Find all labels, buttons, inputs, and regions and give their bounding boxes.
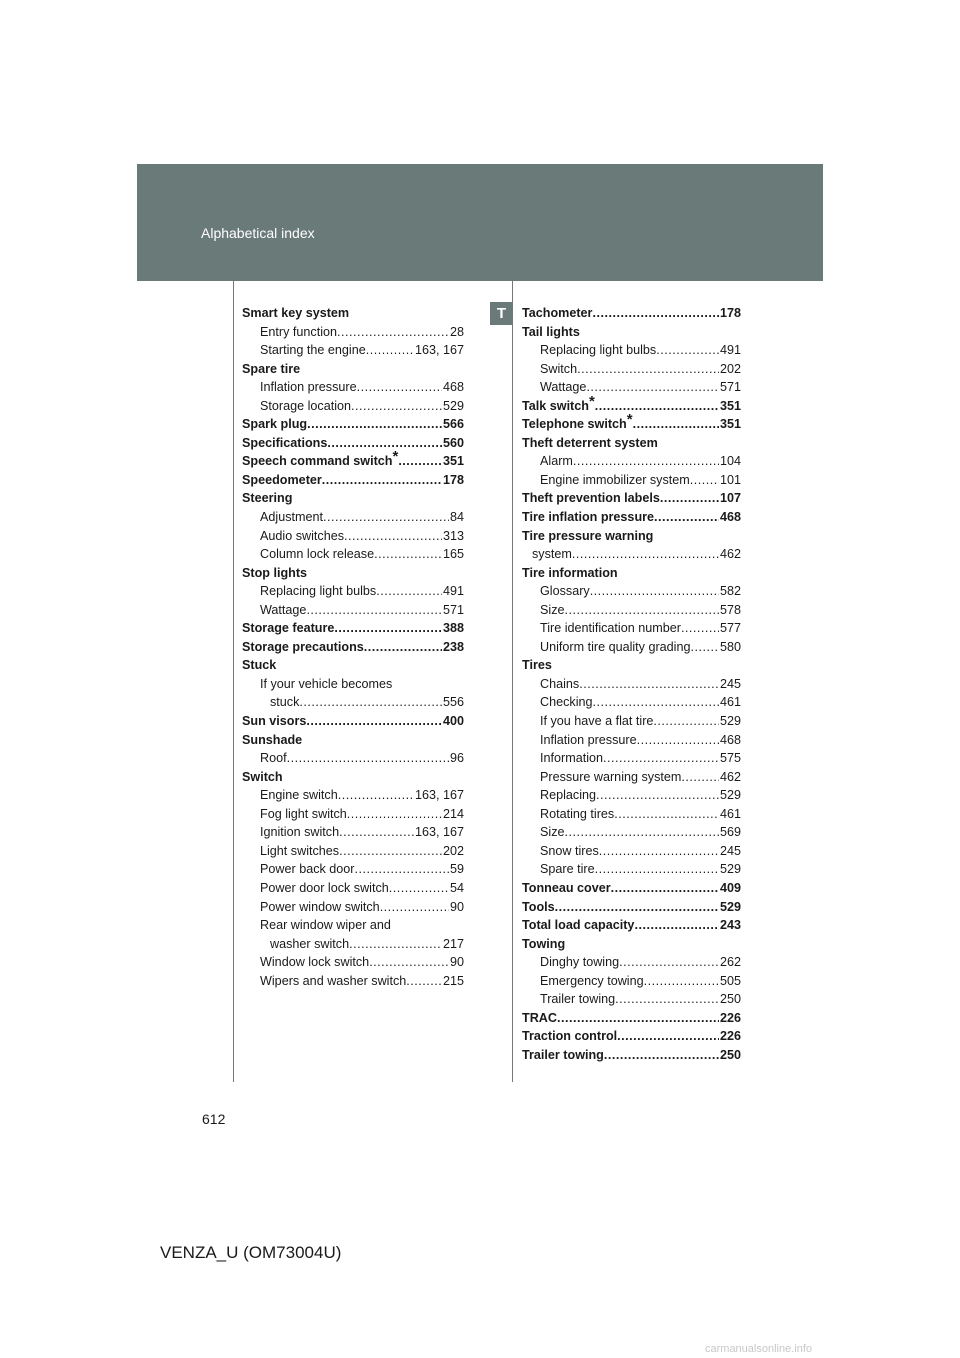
entry-page-ref: 250 — [719, 992, 741, 1007]
index-subentry — [242, 582, 464, 601]
dot-leader — [590, 582, 719, 601]
entry-page-ref: 54 — [449, 880, 464, 895]
index-subentry — [522, 601, 741, 620]
index-subentry — [242, 898, 464, 917]
entry-label: Light switches — [260, 843, 340, 858]
entry-page-ref: 313 — [442, 528, 464, 543]
entry-page-ref: 461 — [719, 806, 741, 821]
entry-page-ref: 226 — [719, 1029, 741, 1044]
dot-leader — [656, 341, 719, 360]
entry-page-ref: 582 — [719, 584, 741, 599]
dot-leader — [339, 823, 414, 842]
entry-label: Replacing light bulbs — [260, 584, 377, 599]
index-subentry — [242, 916, 464, 935]
index-entry — [522, 304, 741, 323]
page-number: 612 — [202, 1111, 226, 1127]
dot-leader — [592, 304, 719, 323]
index-subentry — [522, 749, 741, 768]
entry-label: Talk switch — [522, 398, 589, 413]
index-subentry — [522, 712, 741, 731]
index-subentry — [242, 693, 464, 712]
entry-page-ref: 351 — [719, 417, 741, 432]
entry-label: Uniform tire quality grading — [540, 639, 691, 654]
index-entry — [242, 638, 464, 657]
index-subentry — [242, 508, 464, 527]
entry-label: Tire identification number — [540, 621, 681, 636]
dot-leader — [357, 378, 442, 397]
entry-label: Entry function — [260, 324, 338, 339]
entry-page-ref: 243 — [719, 918, 741, 933]
dot-leader — [644, 972, 719, 991]
entry-page-ref: 461 — [719, 695, 741, 710]
dot-leader — [406, 972, 442, 991]
dot-leader — [557, 1009, 719, 1028]
entry-page-ref: 468 — [719, 732, 741, 747]
entry-page-ref: 163, 167 — [414, 788, 464, 803]
index-entry — [242, 564, 464, 583]
index-entry — [522, 527, 741, 546]
entry-label: Size — [540, 825, 565, 840]
footnote-star: * — [626, 411, 633, 429]
entry-label: Emergency towing — [540, 973, 644, 988]
header-title: Alphabetical index — [201, 225, 315, 241]
entry-label: Pressure warning system — [540, 769, 682, 784]
entry-page-ref: 202 — [719, 361, 741, 376]
dot-leader — [355, 860, 449, 879]
entry-page-ref: 580 — [719, 639, 741, 654]
entry-page-ref: 163, 167 — [414, 343, 464, 358]
dot-leader — [334, 619, 442, 638]
index-entry — [242, 304, 464, 323]
entry-label: Tire information — [522, 565, 618, 580]
dot-leader — [653, 712, 719, 731]
entry-label: Storage location — [260, 398, 352, 413]
index-letter-tab: T — [490, 302, 513, 325]
index-subentry — [242, 842, 464, 861]
index-subentry — [242, 397, 464, 416]
entry-label: Roof — [260, 751, 287, 766]
dot-leader — [614, 805, 719, 824]
dot-leader — [572, 545, 719, 564]
entry-page-ref: 178 — [719, 306, 741, 320]
entry-label: TRAC — [522, 1010, 557, 1025]
entry-page-ref: 529 — [719, 862, 741, 877]
entry-label: Telephone switch — [522, 417, 627, 432]
entry-page-ref: 571 — [719, 380, 741, 395]
entry-page-ref: 556 — [442, 695, 464, 710]
index-subentry — [242, 601, 464, 620]
dot-leader — [634, 916, 719, 935]
entry-label: Tires — [522, 658, 552, 673]
entry-label: Towing — [522, 936, 566, 951]
entry-label: Snow tires — [540, 843, 599, 858]
entry-label: Total load capacity — [522, 918, 635, 933]
dot-leader — [323, 508, 449, 527]
index-subentry — [522, 731, 741, 750]
entry-page-ref: 202 — [442, 843, 464, 858]
entry-label: Spare tire — [242, 361, 301, 376]
dot-leader — [555, 898, 719, 917]
index-subentry — [242, 805, 464, 824]
entry-page-ref: 575 — [719, 751, 741, 766]
dot-leader — [565, 823, 719, 842]
entry-label: Power window switch — [260, 899, 380, 914]
entry-page-ref: 351 — [719, 398, 741, 413]
entry-label: Spark plug — [242, 417, 308, 432]
index-entry — [522, 916, 741, 935]
entry-label: Theft prevention labels — [522, 491, 660, 506]
entry-label: Rear window wiper and — [260, 918, 391, 933]
dot-leader — [349, 935, 442, 954]
entry-label: Trailer towing — [540, 992, 616, 1007]
entry-label: washer switch — [270, 936, 350, 951]
entry-page-ref: 578 — [719, 602, 741, 617]
entry-page-ref: 566 — [442, 417, 464, 432]
entry-label: Sunshade — [242, 732, 303, 747]
dot-leader — [337, 323, 449, 342]
entry-label: stuck — [270, 695, 300, 710]
index-subentry — [522, 693, 741, 712]
entry-page-ref: 90 — [449, 899, 464, 914]
entry-page-ref: 226 — [719, 1010, 741, 1025]
entry-label: If you have a flat tire — [540, 714, 654, 729]
dot-leader — [603, 749, 719, 768]
index-subentry — [522, 860, 741, 879]
entry-page-ref: 250 — [719, 1047, 741, 1062]
entry-label: Replacing — [540, 788, 597, 803]
dot-leader — [577, 360, 719, 379]
dot-leader — [619, 953, 719, 972]
entry-page-ref: 569 — [719, 825, 741, 840]
dot-leader — [380, 898, 449, 917]
index-entry — [242, 448, 464, 471]
index-entry — [522, 489, 741, 508]
index-entry — [522, 879, 741, 898]
entry-label: Tire inflation pressure — [522, 510, 655, 525]
dot-leader — [660, 489, 719, 508]
index-subentry — [522, 619, 741, 638]
index-subentry — [242, 378, 464, 397]
entry-page-ref: 388 — [442, 621, 464, 636]
index-entry — [522, 898, 741, 917]
index-entry — [522, 411, 741, 434]
entry-label: Column lock release — [260, 547, 375, 562]
entry-page-ref: 165 — [442, 547, 464, 562]
entry-page-ref: 468 — [442, 380, 464, 395]
index-column-right — [522, 304, 741, 1064]
entry-label: Steering — [242, 491, 293, 506]
entry-label: Replacing light bulbs — [540, 343, 657, 358]
dot-leader — [573, 452, 719, 471]
dot-leader — [369, 953, 449, 972]
entry-page-ref: 245 — [719, 843, 741, 858]
index-subentry — [242, 935, 464, 954]
entry-label: If your vehicle becomes — [260, 676, 393, 691]
index-subentry — [242, 972, 464, 991]
entry-label: Switch — [540, 361, 578, 376]
dot-leader — [617, 1027, 719, 1046]
entry-page-ref: 90 — [449, 955, 464, 970]
entry-page-ref: 571 — [442, 602, 464, 617]
entry-page-ref: 178 — [442, 472, 464, 487]
entry-page-ref: 96 — [449, 751, 464, 766]
entry-page-ref: 560 — [442, 435, 464, 450]
entry-label: Storage feature — [242, 621, 335, 636]
entry-page-ref: 28 — [449, 324, 464, 339]
index-subentry — [242, 323, 464, 342]
entry-page-ref: 491 — [442, 584, 464, 599]
index-column-left — [242, 304, 464, 990]
index-entry — [242, 731, 464, 750]
entry-label: system — [532, 547, 572, 562]
index-subentry — [522, 675, 741, 694]
column-divider-left — [233, 281, 234, 1082]
column-divider-middle — [512, 281, 513, 1082]
entry-page-ref: 577 — [719, 621, 741, 636]
index-subentry — [522, 638, 741, 657]
entry-label: Ignition switch — [260, 825, 340, 840]
entry-label: Rotating tires — [540, 806, 615, 821]
index-subentry — [242, 879, 464, 898]
entry-page-ref: 101 — [719, 472, 741, 487]
dot-leader — [691, 638, 719, 657]
entry-label: Smart key system — [242, 306, 350, 320]
dot-leader — [344, 527, 442, 546]
dot-leader — [322, 471, 442, 490]
entry-label: Fog light switch — [260, 806, 347, 821]
dot-leader — [299, 693, 442, 712]
index-subentry — [522, 471, 741, 490]
dot-leader — [579, 675, 719, 694]
entry-page-ref: 262 — [719, 955, 741, 970]
index-entry — [242, 471, 464, 490]
index-subentry — [522, 953, 741, 972]
entry-label: Alarm — [540, 454, 573, 469]
dot-leader — [287, 749, 449, 768]
index-entry — [522, 1009, 741, 1028]
entry-page-ref: 104 — [719, 454, 741, 469]
watermark: carmanualsonline.info — [705, 1343, 813, 1355]
entry-label: Tools — [522, 899, 555, 914]
index-subentry — [242, 341, 464, 360]
dot-leader — [599, 842, 719, 861]
dot-leader — [306, 601, 442, 620]
index-entry — [242, 489, 464, 508]
index-subentry — [522, 768, 741, 787]
entry-label: Storage precautions — [242, 639, 364, 654]
index-subentry — [522, 972, 741, 991]
dot-leader — [586, 378, 719, 397]
entry-page-ref: 214 — [442, 806, 464, 821]
entry-label: Power door lock switch — [260, 880, 389, 895]
entry-page-ref: 107 — [719, 491, 741, 506]
index-subentry — [242, 749, 464, 768]
entry-page-ref: 468 — [719, 510, 741, 525]
dot-leader — [347, 805, 442, 824]
entry-label: Inflation pressure — [540, 732, 637, 747]
entry-page-ref: 529 — [719, 788, 741, 803]
entry-label: Wipers and washer switch — [260, 973, 407, 988]
index-entry — [522, 323, 741, 342]
index-subentry — [522, 823, 741, 842]
entry-label: Information — [540, 751, 603, 766]
index-entry — [522, 1046, 741, 1065]
index-subentry — [522, 786, 741, 805]
entry-page-ref: 505 — [719, 973, 741, 988]
entry-page-ref: 215 — [442, 973, 464, 988]
index-entry — [522, 564, 741, 583]
footer-model-code: VENZA_U (OM73004U) — [160, 1243, 342, 1262]
index-subentry — [522, 341, 741, 360]
entry-label: Dinghy towing — [540, 955, 620, 970]
dot-leader — [633, 415, 719, 434]
dot-leader — [637, 731, 719, 750]
entry-label: Chains — [540, 676, 580, 691]
entry-page-ref: 238 — [442, 639, 464, 654]
entry-label: Glossary — [540, 584, 590, 599]
entry-label: Tonneau cover — [522, 880, 611, 895]
entry-page-ref: 59 — [449, 862, 464, 877]
entry-label: Stuck — [242, 658, 277, 673]
index-entry — [522, 1027, 741, 1046]
index-entry — [522, 656, 741, 675]
index-subentry — [242, 953, 464, 972]
dot-leader — [389, 879, 449, 898]
index-entry — [522, 434, 741, 453]
index-entry — [522, 508, 741, 527]
index-entry — [242, 656, 464, 675]
index-subentry — [522, 805, 741, 824]
entry-page-ref: 529 — [442, 398, 464, 413]
index-subentry — [242, 675, 464, 694]
dot-leader — [615, 990, 719, 1009]
dot-leader — [611, 879, 719, 898]
dot-leader — [681, 619, 719, 638]
entry-page-ref: 409 — [719, 880, 741, 895]
dot-leader — [681, 768, 719, 787]
entry-page-ref: 217 — [442, 936, 464, 951]
entry-label: Speedometer — [242, 472, 322, 487]
index-subentry — [522, 545, 741, 564]
entry-label: Inflation pressure — [260, 380, 357, 395]
dot-leader — [366, 341, 414, 360]
entry-page-ref: 491 — [719, 343, 741, 358]
index-subentry — [242, 823, 464, 842]
index-subentry — [242, 527, 464, 546]
dot-leader — [596, 786, 719, 805]
index-subentry — [242, 786, 464, 805]
index-entry — [242, 415, 464, 434]
entry-label: Wattage — [260, 602, 307, 617]
dot-leader — [351, 397, 442, 416]
dot-leader — [374, 545, 442, 564]
dot-leader — [654, 508, 719, 527]
entry-label: Specifications — [242, 435, 328, 450]
index-entry — [242, 619, 464, 638]
entry-label: Wattage — [540, 380, 587, 395]
dot-leader — [690, 471, 719, 490]
entry-page-ref: 351 — [442, 454, 464, 469]
dot-leader — [307, 415, 442, 434]
index-subentry — [242, 860, 464, 879]
index-entry — [242, 360, 464, 379]
dot-leader — [604, 1046, 719, 1065]
entry-label: Switch — [242, 769, 283, 784]
entry-label: Tail lights — [522, 324, 580, 339]
entry-label: Sun visors — [242, 714, 307, 729]
entry-label: Adjustment — [260, 510, 323, 525]
dot-leader — [376, 582, 442, 601]
dot-leader — [565, 601, 719, 620]
footnote-star: * — [588, 392, 595, 410]
index-entry — [242, 712, 464, 731]
index-entry — [522, 935, 741, 954]
entry-page-ref: 163, 167 — [414, 825, 464, 840]
index-entry — [242, 434, 464, 453]
entry-page-ref: 529 — [719, 899, 741, 914]
entry-label: Spare tire — [540, 862, 595, 877]
index-subentry — [522, 842, 741, 861]
entry-label: Engine switch — [260, 788, 338, 803]
entry-page-ref: 462 — [719, 547, 741, 562]
dot-leader — [306, 712, 442, 731]
dot-leader — [339, 842, 442, 861]
dot-leader — [595, 860, 719, 879]
entry-label: Power back door — [260, 862, 355, 877]
entry-label: Tachometer — [522, 306, 593, 320]
dot-leader — [593, 693, 719, 712]
entry-page-ref: 462 — [719, 769, 741, 784]
index-subentry — [522, 990, 741, 1009]
entry-page-ref: 245 — [719, 676, 741, 691]
entry-label: Theft deterrent system — [522, 435, 658, 450]
dot-leader — [595, 397, 719, 416]
entry-label: Speech command switch — [242, 454, 393, 469]
entry-label: Trailer towing — [522, 1047, 604, 1062]
entry-label: Stop lights — [242, 565, 308, 580]
entry-label: Traction control — [522, 1029, 618, 1044]
dot-leader — [364, 638, 442, 657]
entry-page-ref: 84 — [449, 510, 464, 525]
entry-label: Engine immobilizer system — [540, 472, 690, 487]
entry-label: Tire pressure warning — [522, 528, 654, 543]
index-subentry — [242, 545, 464, 564]
index-subentry — [522, 452, 741, 471]
header-band — [137, 164, 823, 281]
index-subentry — [522, 582, 741, 601]
entry-page-ref: 529 — [719, 714, 741, 729]
index-subentry — [522, 378, 741, 397]
entry-page-ref: 400 — [442, 714, 464, 729]
footnote-star: * — [392, 448, 399, 466]
entry-label: Audio switches — [260, 528, 344, 543]
entry-label: Starting the engine — [260, 343, 366, 358]
entry-label: Window lock switch — [260, 955, 370, 970]
dot-leader — [327, 434, 442, 453]
dot-leader — [338, 786, 414, 805]
index-subentry — [522, 360, 741, 379]
dot-leader — [398, 452, 442, 471]
entry-label: Checking — [540, 695, 593, 710]
entry-label: Size — [540, 602, 565, 617]
index-entry — [242, 768, 464, 787]
